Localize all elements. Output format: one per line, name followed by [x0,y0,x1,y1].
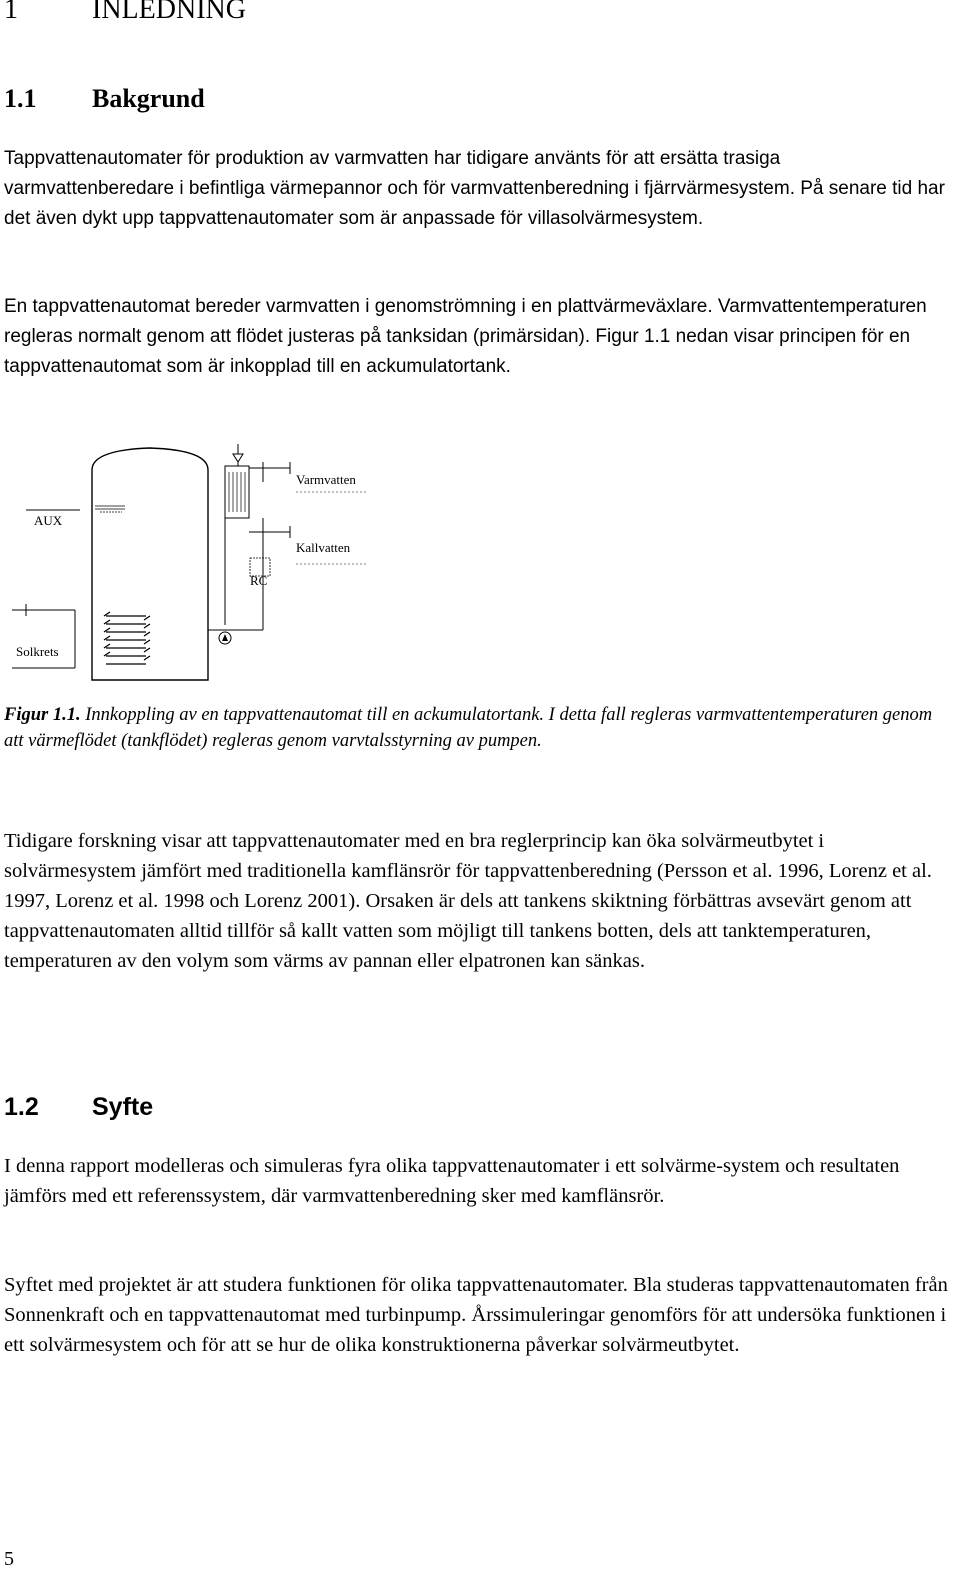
aux-label: AUX [34,513,63,528]
chapter-title: INLEDNING [92,0,246,25]
section-heading-bakgrund [4,84,205,114]
section-title: Bakgrund [92,84,205,113]
section-number: 1.1 [4,84,37,113]
paragraph-background-1: Tappvattenautomater för produktion av varmvatten har tidigare använts för att ersätta trasiga varmvattenberedare i befintliga värmepannor och för varmvattenberedning i fjärrvärmesystem. På senare tid har det även dykt upp tappvattenautomater som är anpassade för villasolvärmesystem. [4,148,945,229]
paragraph-research: Tidigare forskning visar att tappvattenautomater med en bra reglerprincip kan öka solvärmeutbytet i solvärmesystem jämfört med traditionella kamflänsrör för tappvattenberedning (Persson et al. 1996, Lorenz et al. 1997, Lorenz et al. 1998 och Lorenz 2001). Orsaken är dels att tankens skiktning förbättras avsevärt genom att tappvattenautomaten alltid tillför så kallt vatten som möjligt till tankens botten, dels att tanktemperaturen, temperaturen av den volym som värms av pannan eller elpatronen kan sänkas. [4,830,932,972]
chapter-number: 1 [4,0,18,25]
solar-label: Solkrets [16,644,59,659]
figure-caption-text: Innkoppling av en tappvattenautomat till en ackumulatortank. I detta fall regleras varmvattentemperaturen genom att värmeflödet (tankflödet) regleras genom varvtalsstyrning av pumpen. [4,705,933,751]
section-number: 1.2 [4,1093,39,1121]
aux-heater-element [95,506,125,512]
valve-icon [233,444,243,466]
paragraph-purpose-1: I denna rapport modelleras och simuleras fyra olika tappvattenautomater i ett solvärme-system och resultaten jämförs med ett referenssystem, där varmvattenberedning sker med kamflänsrör. [4,1155,900,1207]
paragraph-background-2: En tappvattenautomat bereder varmvatten i genomströmning i en plattvärmeväxlare. Varmvattentemperaturen regleras normalt genom att flödet justeras på tanksidan (primärsidan). Figur 1.1 nedan visar principen för en tappvattenautomat som är inkopplad till en ackumulatortank. [4,296,927,377]
paragraph-purpose-2: Syftet med projektet är att studera funktionen för olika tappvattenautomater. Bla studeras tappvattenautomaten från Sonnenkraft och en tappvattenautomat med turbinpump. Årssimuleringar genomförs för att undersöka funktionen i ett solvärmesystem och för att se hur de olika konstruktionerna påverkar solvärmeutbytet. [4,1274,948,1356]
section-heading-syfte [4,1093,153,1122]
figure-caption [4,702,954,754]
pump-icon [219,632,231,644]
cold-water-label: Kallvatten [296,540,351,555]
section-title: Syfte [92,1093,154,1121]
solar-coil [104,612,150,664]
heat-exchanger-plates [229,472,245,512]
tank-schematic-figure [0,440,400,690]
hot-water-label: Varmvatten [296,472,356,487]
figure-caption-label: Figur 1.1. [4,705,81,725]
chapter-heading [4,0,246,26]
page-number: 5 [4,1548,14,1570]
rc-label: RC [250,573,268,588]
accumulator-tank [92,448,208,680]
